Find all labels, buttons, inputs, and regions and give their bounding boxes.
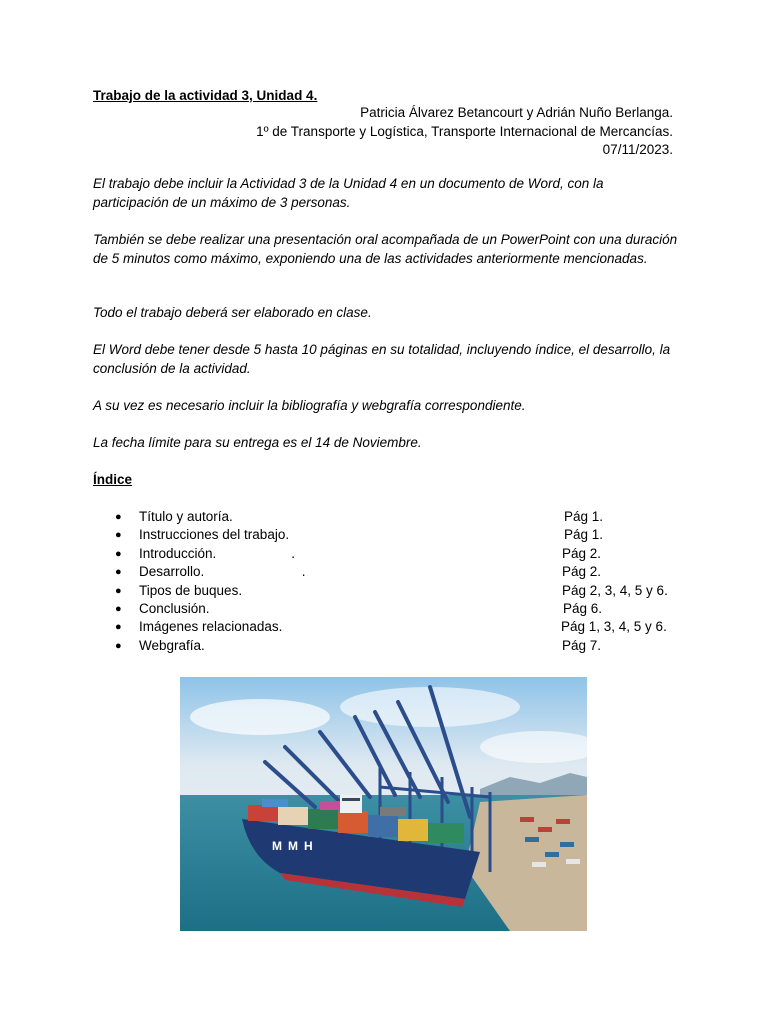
index-item-page: Pág 1. xyxy=(564,509,604,524)
index-item xyxy=(0,508,768,526)
container-ship-photo xyxy=(180,677,587,931)
bullet-icon: ● xyxy=(115,511,122,523)
course-line: 1º de Transporte y Logística, Transporte Internacional de Mercancías. xyxy=(256,123,673,139)
document-title: Trabajo de la actividad 3, Unidad 4. xyxy=(93,88,318,103)
authors-line: Patricia Álvarez Betancourt y Adrián Nuño Berlanga. xyxy=(360,105,673,120)
index-item xyxy=(0,637,768,655)
index-item-label: Webgrafía. xyxy=(139,637,205,653)
index-item-page: Pág 2, 3, 4, 5 y 6. xyxy=(562,582,668,598)
bullet-icon: ● xyxy=(115,602,122,615)
index-heading: Índice xyxy=(93,472,133,487)
bullet-icon: ● xyxy=(115,547,122,560)
index-list xyxy=(0,508,768,655)
instruction-paragraph-1: El trabajo debe incluir la Actividad 3 de la Unidad 4 en un documento de Word, con la participación de un máximo de 3 personas. xyxy=(93,176,604,210)
index-item-label: Introducción. . xyxy=(139,545,296,561)
author-block xyxy=(256,104,673,160)
index-item-page: Pág 1, 3, 4, 5 y 6. xyxy=(561,619,667,635)
date-line: 07/11/2023. xyxy=(602,142,673,157)
instruction-paragraph-3: Todo el trabajo deberá ser elaborado en clase. xyxy=(93,305,372,320)
instruction-paragraph-5: A su vez es necesario incluir la bibliografía y webgrafía correspondiente. xyxy=(93,398,526,413)
index-item-page: Pág 2. xyxy=(562,564,602,580)
hull-lettering: MMH xyxy=(272,839,319,853)
bullet-icon: ● xyxy=(115,529,122,542)
index-item-label: Imágenes relacionadas. xyxy=(139,619,283,635)
index-item-label: Instrucciones del trabajo. xyxy=(139,527,290,543)
index-item xyxy=(0,582,768,600)
index-item-page: Pág 7. xyxy=(562,637,602,653)
index-item xyxy=(0,526,768,544)
index-item-page: Pág 2. xyxy=(562,545,602,561)
bullet-icon: ● xyxy=(115,639,122,652)
bullet-icon: ● xyxy=(115,566,122,579)
index-item-page: Pág 1. xyxy=(564,527,604,543)
index-item xyxy=(0,600,768,618)
index-item xyxy=(0,563,768,581)
index-item-label: Tipos de buques. xyxy=(139,582,243,598)
index-item-label: Título y autoría. xyxy=(139,509,233,524)
index-item xyxy=(0,618,768,636)
instruction-paragraph-2: También se debe realizar una presentación oral acompañada de un PowerPoint con una duración de 5 minutos como máximo, exponiendo una de las actividades anteriormente mencionadas. xyxy=(93,232,678,266)
index-item-page: Pág 6. xyxy=(563,600,603,616)
index-item-label: Desarrollo. . xyxy=(139,564,306,580)
bullet-icon: ● xyxy=(115,584,122,597)
index-item xyxy=(0,545,768,563)
bullet-icon: ● xyxy=(115,621,122,634)
instruction-paragraph-6: La fecha límite para su entrega es el 14 de Noviembre. xyxy=(93,435,422,450)
instruction-paragraph-4: El Word debe tener desde 5 hasta 10 páginas en su totalidad, incluyendo índice, el desarrollo, la conclusión de la actividad. xyxy=(93,342,671,376)
index-item-label: Conclusión. xyxy=(139,600,210,616)
